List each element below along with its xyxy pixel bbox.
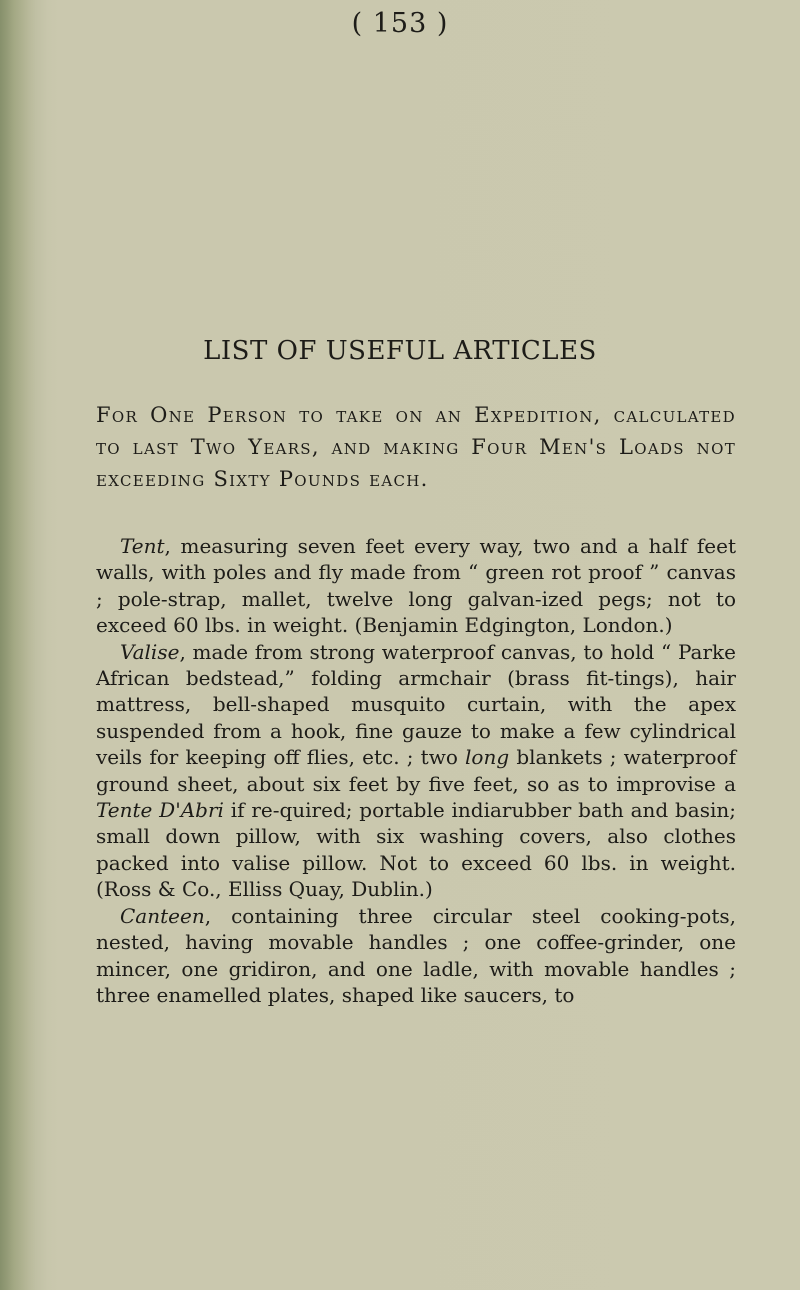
binding-gutter-shadow (0, 0, 48, 1290)
item-name-tent: Tent (120, 534, 165, 558)
item-description-canteen: , containing three circular steel cooking-pots, nested, having movable handles ; one coffee-grinder, one mincer, one gridiron, and one ladle, with movable handles ; three enamelled plates, shaped like saucers, to (96, 903, 736, 1007)
list-heading: LIST OF USEFUL ARTICLES (203, 336, 597, 366)
paragraph-tent (96, 533, 736, 639)
article-list (96, 533, 736, 1008)
list-subheading: For One Person to take on an Expedition, calculated to last Two Years, and making Four Men's Loads not exceeding Sixty Pounds each. (96, 403, 736, 491)
page-number: ( 153 ) (351, 8, 449, 39)
item-name-valise: Valise (120, 639, 180, 664)
item-description-valise-part-2: blankets ; waterproof ground sheet, about six feet by five feet, so as to improvise a (96, 745, 736, 796)
emphasis-long: long (465, 745, 510, 770)
item-description-valise-part-3: if re-quired; portable indiarubber bath and basin; small down pillow, with six washing covers, also clothes packed into valise pillow. Not to exceed 60 lbs. in weight. (Ross & Co., Elliss Quay, Dublin.) (96, 798, 736, 902)
emphasis-tente-dabri: Tente D'Abri (96, 798, 224, 823)
paragraph-canteen (96, 903, 736, 1009)
paragraph-valise (96, 639, 736, 903)
item-name-canteen: Canteen (120, 903, 205, 928)
item-description-valise-part-1: , made from strong waterproof canvas, to hold “ Parke African bedstead,” folding armchair (brass fit-tings), hair mattress, bell-shaped musquito curtain, with the apex suspended from a hook, fine gauze to make a few cylindrical veils for keeping off flies, etc. ; two (96, 639, 736, 770)
item-description-tent: , measuring seven feet every way, two and a half feet walls, with poles and fly made from “ green rot proof ” canvas ; pole-strap, mallet, twelve long galvan-ized pegs; not to exceed 60 lbs. in weight. (Benjamin Edgington, London.) (96, 534, 736, 638)
